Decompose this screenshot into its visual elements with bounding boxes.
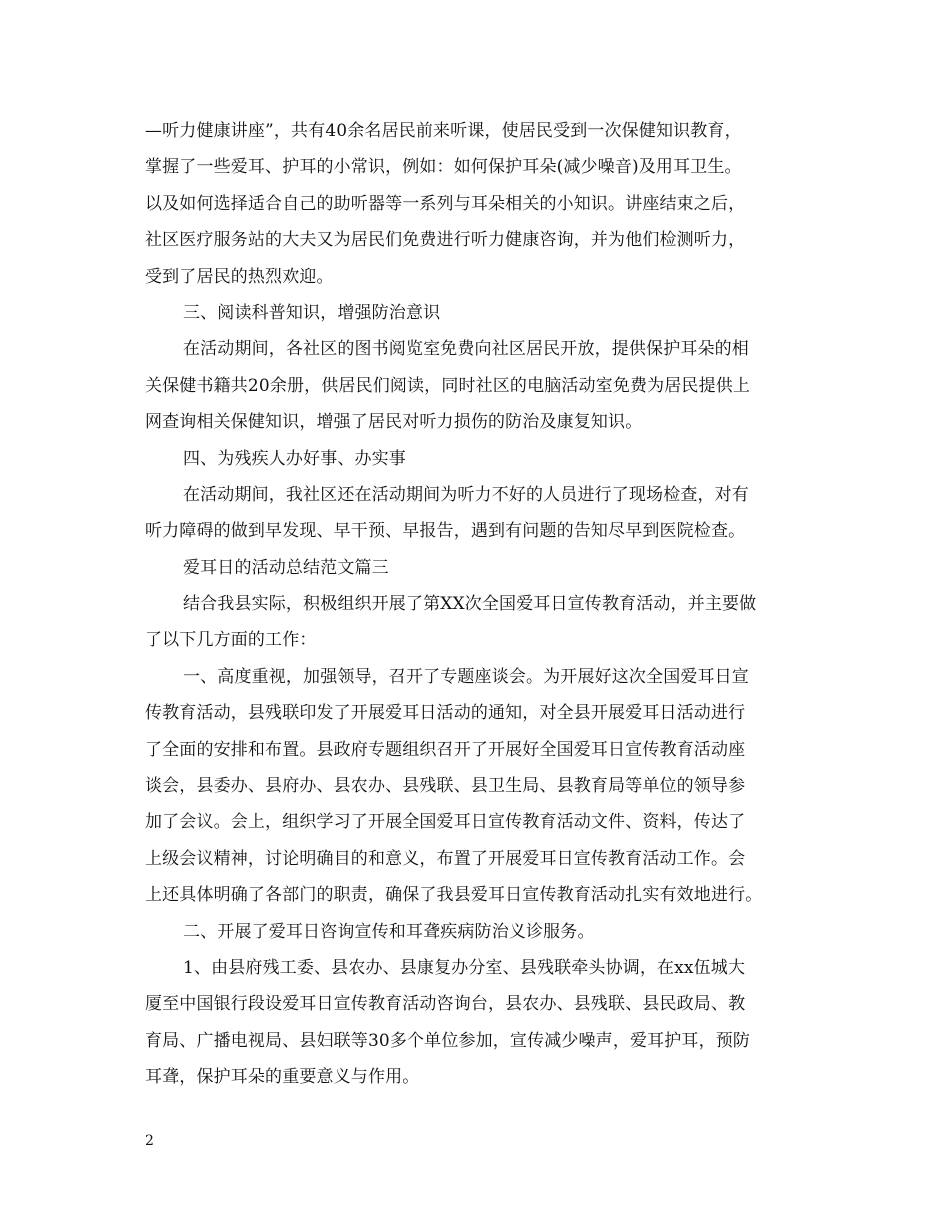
text-line: 谈会，县委办、县府办、县农办、县残联、县卫生局、县教育局等单位的领导参 bbox=[145, 776, 746, 797]
text-line: 社区医疗服务站的大夫又为居民们免费进行听力健康咨询，并为他们检测听力， bbox=[145, 230, 746, 251]
text-line: 结合我县实际，积极组织开展了第XX次全国爱耳日宣传教育活动，并主要做 bbox=[183, 594, 757, 615]
text-line: 以及如何选择适合自己的助听器等一系列与耳朵相关的小知识。讲座结束之后， bbox=[145, 193, 746, 214]
text-line: 上还具体明确了各部门的职责，确保了我县爱耳日宣传教育活动扎实有效地进行。 bbox=[145, 885, 763, 906]
text-line: 耳聋，保护耳朵的重要意义与作用。 bbox=[145, 1067, 420, 1088]
text-line: 二、开展了爱耳日咨询宣传和耳聋疾病防治义诊服务。 bbox=[183, 921, 595, 942]
text-line: 网查询相关保健知识，增强了居民对听力损伤的防治及康复知识。 bbox=[145, 412, 643, 433]
text-line: 三、阅读科普知识，增强防治意识 bbox=[183, 302, 441, 323]
text-line: 受到了居民的热烈欢迎。 bbox=[145, 266, 334, 287]
text-line: 1、由县府残工委、县农办、县康复办分室、县残联牵头协调，在xx伍城大 bbox=[183, 957, 746, 978]
document-body bbox=[145, 113, 815, 1096]
text-line: 了全面的安排和布置。县政府专题组织召开了开展好全国爱耳日宣传教育活动座 bbox=[145, 739, 746, 760]
text-line: 育局、广播电视局、县妇联等30多个单位参加，宣传减少噪声，爱耳护耳，预防 bbox=[145, 1030, 751, 1051]
text-line: 厦至中国银行段设爱耳日宣传教育活动咨询台，县农办、县残联、县民政局、教 bbox=[145, 994, 746, 1015]
text-line: 听力障碍的做到早发现、早干预、早报告，遇到有问题的告知尽早到医院检查。 bbox=[145, 521, 746, 542]
text-line: 关保健书籍共20余册，供居民们阅读，同时社区的电脑活动室免费为居民提供上 bbox=[145, 375, 751, 396]
text-line: 掌握了一些爱耳、护耳的小常识，例如：如何保护耳朵(减少噪音)及用耳卫生。 bbox=[145, 157, 742, 178]
text-line: —听力健康讲座”，共有40余名居民前来听课，使居民受到一次保健知识教育， bbox=[145, 121, 742, 141]
text-line: 上级会议精神，讨论明确目的和意义，布置了开展爱耳日宣传教育活动工作。会 bbox=[145, 848, 746, 869]
text-line: 在活动期间，各社区的图书阅览室免费向社区居民开放，提供保护耳朵的相 bbox=[183, 339, 749, 360]
page-number: 2 bbox=[145, 1133, 154, 1149]
text-line: 传教育活动，县残联印发了开展爱耳日活动的通知，对全县开展爱耳日活动进行 bbox=[145, 703, 746, 724]
text-line: 了以下几方面的工作： bbox=[145, 630, 317, 651]
text-line: 加了会议。会上，组织学习了开展全国爱耳日宣传教育活动文件、资料，传达了 bbox=[145, 812, 746, 833]
text-line: 四、为残疾人办好事、办实事 bbox=[183, 448, 406, 469]
text-line: 爱耳日的活动总结范文篇三 bbox=[183, 557, 389, 578]
text-line: 一、高度重视，加强领导，召开了专题座谈会。为开展好这次全国爱耳日宣 bbox=[183, 666, 749, 687]
text-line: 在活动期间，我社区还在活动期间为听力不好的人员进行了现场检查，对有 bbox=[183, 484, 749, 505]
